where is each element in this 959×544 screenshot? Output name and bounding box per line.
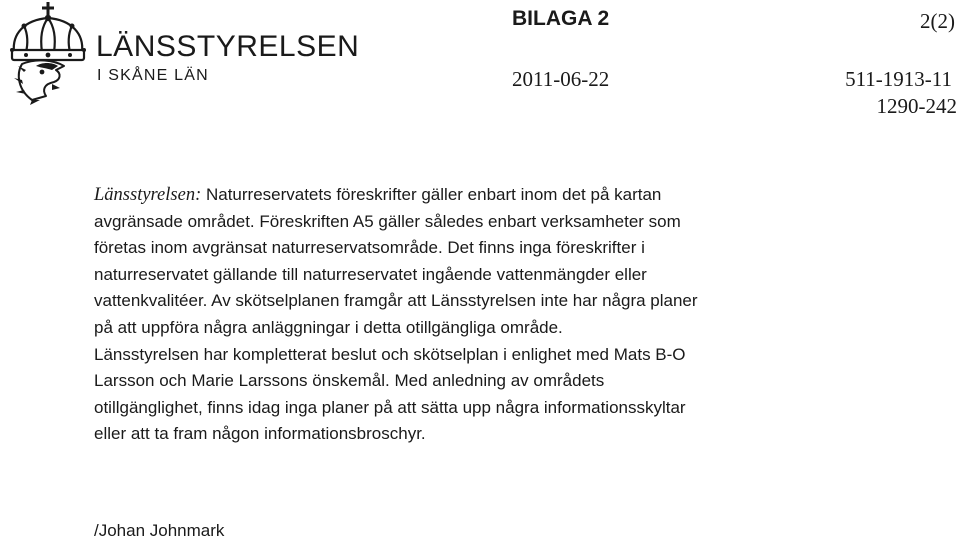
crowned-griffin-emblem-icon [2, 0, 94, 105]
attachment-label: BILAGA 2 [512, 7, 610, 30]
paragraph-line: eller att ta fram någon informationsbroschyr. [94, 424, 426, 444]
paragraph-line: vattenkvalitéer. Av skötselplanen framgår att Länsstyrelsen inte har några planer [94, 291, 698, 311]
paragraph-line: otillgänglighet, finns idag inga planer på att sätta upp några informationsskyltar [94, 397, 686, 417]
paragraph-line: Naturreservatets föreskrifter gäller enbart inom det på kartan [201, 185, 662, 204]
page-number: 2(2) [920, 9, 955, 33]
agency-name: LÄNSSTYRELSEN [96, 30, 360, 63]
diary-number-secondary: 1290-242 [876, 94, 957, 118]
signature: /Johan Johnmark [94, 521, 225, 540]
document-date: 2011-06-22 [512, 67, 610, 91]
paragraph-line: naturreservatet gällande till naturreservatet ingående vattenmängder eller [94, 264, 647, 284]
paragraph-line: Larsson och Marie Larssons önskemål. Med anledning av områdets [94, 371, 605, 391]
response-paragraph [94, 182, 924, 448]
paragraph-line: på att uppföra några anläggningar i detta otillgängliga område. [94, 317, 563, 337]
paragraph-line: avgränsade området. Föreskriften A5 gäller således enbart verksamheter som [94, 211, 681, 231]
paragraph-line: Länsstyrelsen har kompletterat beslut och skötselplan i enlighet med Mats B-O [94, 344, 686, 364]
agency-county: I SKÅNE LÄN [97, 67, 209, 84]
speaker-label: Länsstyrelsen: [94, 185, 202, 205]
agency-logo [2, 0, 360, 105]
diary-number: 511-1913-11 [845, 67, 952, 91]
paragraph-line: företas inom avgränsat naturreservatsområde. Det finns inga föreskrifter i [94, 238, 645, 258]
